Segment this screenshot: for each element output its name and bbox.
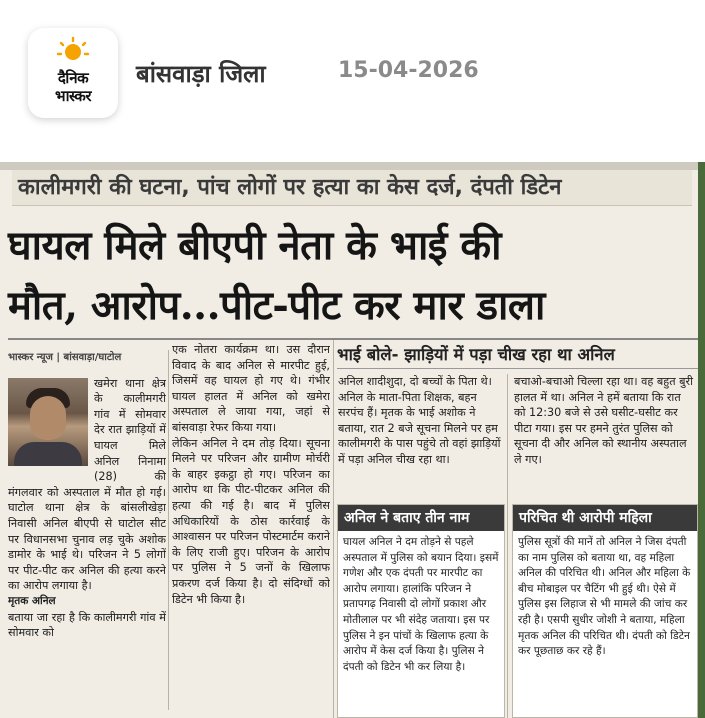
box-accused-woman-text: पुलिस सूत्रों की मानें तो अनिल ने जिस दंपती का नाम पुलिस को बताया था, वह महिला अनिल की परिचित थी। अनिल और महिला के बीच मोबाइल पर चैटिंग भी हुई थी। ऐसे में पुलिस इस लिहाज से भी मामले की जांच कर रही है। एसपी सुधीर जोशी ने बताया, महिला मृतक अनिल की परिचित थी। दंपती को डिटेन कर पूछताछ कर रहे हैं।	[518, 536, 691, 658]
box-three-names-title: अनिल ने बताए तीन नाम	[338, 505, 504, 531]
col1-lead-paragraph: खमेरा थाना क्षेत्र के कालीमगरी गांव में सोमवार देर रात झाड़ियों में घायल मिले अनिल निनामा (28) की मंगलवार को अस्पताल में मौत हो गई। घाटोल थाना क्षेत्र के बांसलीखेड़ा निवासी अनिल बीएपी से घाटोल सीट पर विधानसभा चुनाव लड़ चुके अशोक डामोर के भाई थे। परिजन ने 5 लोगों पर पीट-पीट कर अनिल की हत्या करने का आरोप लगाया है।	[8, 376, 166, 593]
column-divider	[333, 340, 334, 718]
headline-line-2: मौत, आरोप...पीट-पीट कर मार डाला	[8, 282, 545, 329]
subarticle-column-1: अनिल शादीशुदा, दो बच्चों के पिता थे। अनिल के माता-पिता शिक्षक, बहन सरपंच हैं। मृतक के भाई अशोक ने बताया, रात 2 बजे सूचना मिलने पर हम कालीमगरी के पास पहुंचे तो वहां झाड़ियों में पड़ा अनिल चीख रहा था।	[338, 375, 501, 466]
logo-text-bhaskar: भास्कर	[55, 87, 91, 105]
subheadline-brother-says: भाई बोले- झाड़ियों में पड़ा चीख रहा था अनिल	[337, 342, 699, 369]
logo-text-dainik: दैनिक	[57, 69, 89, 87]
col2-paragraph-1: एक नोतरा कार्यक्रम था। उस दौरान विवाद के बाद अनिल से मारपीट हुई, जिसमें वह घायल हो गए थे। गंभीर घायल हालत में अनिल को खमेरा अस्पताल ले जाया गया, जहां से बांसवाड़ा रेफर किया गया।	[172, 343, 330, 434]
article-kicker: कालीमगरी की घटना, पांच लोगों पर हत्या का केस दर्ज, दंपती डिटेन	[12, 170, 692, 206]
clipping-top-strip	[0, 162, 705, 170]
byline: भास्कर न्यूज | बांसवाड़ा/घाटोल	[8, 352, 122, 363]
col2-paragraph-2: लेकिन अनिल ने दम तोड़ दिया। सूचना मिलने पर परिजन और ग्रामीण मोर्चरी के बाहर इकट्ठा हो गए। परिजन का आरोप था कि पीट-पीटकर अनिल की हत्या की गई है। बाद में पुलिस अधिकारियों के ठोस कार्रवाई के आश्वासन पर परिजन पोस्टमार्टम कराने के लिए राजी हुए। परिजन के आरोप पर पुलिस ने 5 जनों के खिलाफ प्रकरण दर्ज किया है। दो संदिग्धों को डिटेन भी किया है।	[172, 436, 330, 606]
page-header	[0, 0, 705, 162]
headline-divider	[8, 338, 698, 340]
photo-caption: मृतक अनिल	[8, 594, 56, 607]
dainik-bhaskar-logo[interactable]	[28, 28, 118, 118]
box-three-names-text: घायल अनिल ने दम तोड़ने से पहले अस्पताल में पुलिस को बयान दिया। इसमें गणेश और एक दंपती पर मारपीट का आरोप लगाया। हालांकि परिजन ने प्रतापगढ़ निवासी दो लोगों प्रकाश और मोतीलाल पर भी संदेह जताया। इस पर पुलिस ने इन पांचों के खिलाफ हत्या के आरोप में केस दर्ज किया है। पुलिस ने दंपती को डिटेन भी कर लिया है।	[343, 536, 499, 673]
district-title: बांसवाड़ा जिला	[136, 60, 266, 88]
victim-photo	[8, 378, 88, 466]
article-headline	[8, 216, 698, 336]
box-accused-woman-title: परिचित थी आरोपी महिला	[513, 505, 697, 531]
newspaper-clipping	[0, 162, 705, 718]
col1-tail-paragraph: बताया जा रहा है कि कालीमगरी गांव में सोमवार को	[8, 610, 166, 640]
headline-line-1: घायल मिले बीएपी नेता के भाई की	[8, 222, 501, 269]
subarticle-column-2: बचाओ-बचाओ चिल्ला रहा था। वह बहुत बुरी हालत में था। अनिल ने हमें बताया कि रात को 12:30 बजे से उसे घसीट-घसीट कर पीटा गया। इस पर हमने तुरंत पुलिस को सूचना दी और अनिल को स्थानीय अस्पताल ले गए।	[514, 375, 694, 466]
column-divider	[507, 374, 508, 718]
box-accused-woman	[512, 504, 698, 718]
adjacent-page-edge	[698, 162, 705, 718]
article-column-2	[172, 342, 330, 718]
column-divider	[168, 350, 169, 710]
article-column-1	[8, 350, 166, 718]
box-three-names	[337, 504, 505, 718]
edition-date: 15-04-2026	[338, 58, 479, 83]
